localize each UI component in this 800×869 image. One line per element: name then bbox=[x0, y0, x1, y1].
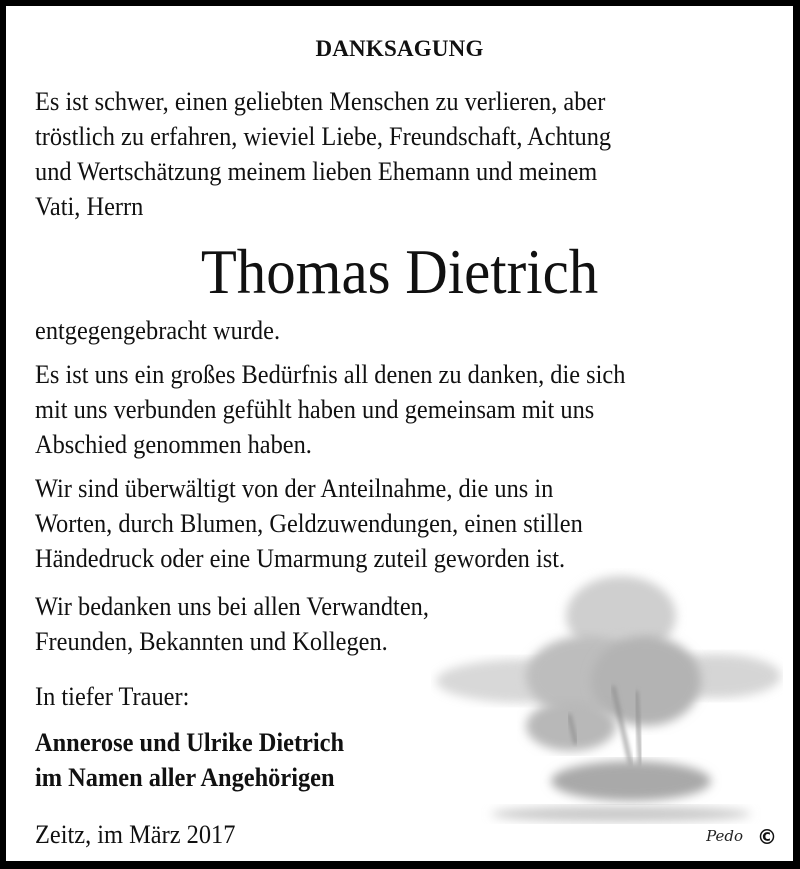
intro-line-3: und Wertschätzung meinem lieben Ehemann und meinem bbox=[35, 156, 598, 186]
intro-line-4: Vati, Herrn bbox=[35, 191, 144, 221]
paragraph-2-line-2: mit uns verbunden gefühlt haben und gemeinsam mit uns bbox=[35, 394, 595, 424]
paragraph-3-line-3: Händedruck oder eine Umarmung zuteil geworden ist. bbox=[35, 543, 566, 573]
heading: DANKSAGUNG bbox=[315, 36, 484, 61]
mourning-intro: In tiefer Trauer: bbox=[35, 681, 190, 711]
mourners-line-2: im Namen aller Angehörigen bbox=[35, 762, 335, 792]
place-date: Zeitz, im März 2017 bbox=[35, 819, 236, 849]
paragraph-3-line-1: Wir sind überwältigt von der Anteilnahme, die uns in bbox=[35, 473, 554, 503]
mourners-line-1: Annerose und Ulrike Dietrich bbox=[35, 727, 345, 757]
intro-line-2: tröstlich zu erfahren, wieviel Liebe, Freundschaft, Achtung bbox=[35, 121, 612, 151]
paragraph-3-line-2: Worten, durch Blumen, Geldzuwendungen, einen stillen bbox=[35, 508, 583, 538]
paragraph-4-line-1: Wir bedanken uns bei allen Verwandten, bbox=[35, 591, 429, 621]
paragraph-2-line-1: Es ist uns ein großes Bedürfnis all denen zu danken, die sich bbox=[35, 359, 626, 389]
copyright-icon: © bbox=[757, 825, 777, 849]
artist-signature: Pedo bbox=[706, 827, 743, 845]
intro-line-1: Es ist schwer, einen geliebten Menschen zu verlieren, aber bbox=[35, 86, 606, 116]
after-name-line: entgegengebracht wurde. bbox=[35, 315, 281, 345]
paragraph-2-line-3: Abschied genommen haben. bbox=[35, 429, 312, 459]
paragraph-4-line-2: Freunden, Bekannten und Kollegen. bbox=[35, 626, 388, 656]
deceased-name: Thomas Dietrich bbox=[200, 236, 599, 307]
